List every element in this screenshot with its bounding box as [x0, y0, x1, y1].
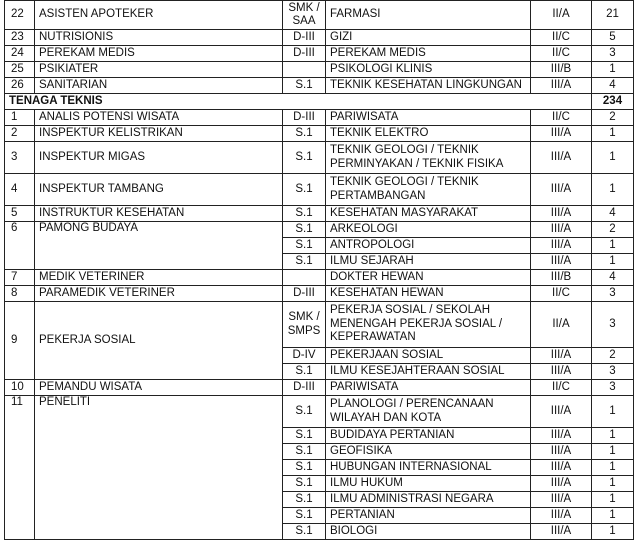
study-program: ILMU ADMINISTRASI NEGARA: [326, 492, 531, 508]
quota-count: 3: [592, 380, 634, 396]
study-program: PEKERJA SOSIAL / SEKOLAH MENENGAH PEKERJA SOSIAL / KEPERAWATAN: [326, 302, 531, 348]
table-row: [5, 1, 634, 30]
rank-grade: III/B: [531, 62, 592, 78]
rank-grade: II/C: [531, 46, 592, 62]
study-program: ANTROPOLOGI: [326, 238, 531, 254]
rank-grade: III/A: [531, 222, 592, 238]
rank-grade: III/A: [531, 396, 592, 428]
table-row: [5, 396, 634, 428]
education-level: S.1: [283, 508, 326, 524]
education-level: S.1: [283, 364, 326, 380]
education-level: S.1: [283, 238, 326, 254]
table-row: [5, 380, 634, 396]
quota-count: 3: [592, 302, 634, 348]
formation-table: [4, 0, 634, 540]
quota-count: 1: [592, 428, 634, 444]
quota-count: 1: [592, 508, 634, 524]
study-program: KESEHATAN MASYARAKAT: [326, 206, 531, 222]
rank-grade: III/A: [531, 428, 592, 444]
table-row: [5, 174, 634, 206]
row-number: 7: [5, 270, 35, 286]
study-program: PEREKAM MEDIS: [326, 46, 531, 62]
quota-count: 1: [592, 254, 634, 270]
rank-grade: III/A: [531, 348, 592, 364]
table-row: [5, 30, 634, 46]
study-program: PLANOLOGI / PERENCANAAN WILAYAH DAN KOTA: [326, 396, 531, 428]
position-name: INSPEKTUR TAMBANG: [35, 174, 283, 206]
table-row: [5, 62, 634, 78]
rank-grade: III/A: [531, 364, 592, 380]
study-program: TEKNIK GEOLOGI / TEKNIK PERMINYAKAN / TEKNIK FISIKA: [326, 142, 531, 174]
study-program: PARIWISATA: [326, 380, 531, 396]
position-name: INSTRUKTUR KESEHATAN: [35, 206, 283, 222]
row-number: 26: [5, 78, 35, 94]
rank-grade: III/A: [531, 142, 592, 174]
education-level: S.1: [283, 460, 326, 476]
study-program: ARKEOLOGI: [326, 222, 531, 238]
rank-grade: III/A: [531, 254, 592, 270]
study-program: BUDIDAYA PERTANIAN: [326, 428, 531, 444]
study-program: TEKNIK GEOLOGI / TEKNIK PERTAMBANGAN: [326, 174, 531, 206]
education-level: S.1: [283, 396, 326, 428]
education-level: [283, 62, 326, 78]
table-row: [5, 78, 634, 94]
study-program: GEOFISIKA: [326, 444, 531, 460]
education-level: [283, 270, 326, 286]
study-program: TEKNIK KESEHATAN LINGKUNGAN: [326, 78, 531, 94]
education-level: S.1: [283, 222, 326, 238]
rank-grade: III/B: [531, 270, 592, 286]
position-name: INSPEKTUR MIGAS: [35, 142, 283, 174]
table-row: [5, 142, 634, 174]
table-row: [5, 206, 634, 222]
row-number: 5: [5, 206, 35, 222]
rank-grade: III/A: [531, 444, 592, 460]
row-number: 25: [5, 62, 35, 78]
rank-grade: III/A: [531, 460, 592, 476]
rank-grade: III/A: [531, 524, 592, 540]
position-name: NUTRISIONIS: [35, 30, 283, 46]
quota-count: 2: [592, 222, 634, 238]
education-level: S.1: [283, 126, 326, 142]
education-level: S.1: [283, 78, 326, 94]
study-program: ILMU HUKUM: [326, 476, 531, 492]
education-level: S.1: [283, 254, 326, 270]
quota-count: 1: [592, 174, 634, 206]
rank-grade: III/A: [531, 78, 592, 94]
education-level: D-III: [283, 46, 326, 62]
quota-count: 1: [592, 396, 634, 428]
rank-grade: II/A: [531, 1, 592, 30]
education-level: S.1: [283, 476, 326, 492]
row-number: 11: [5, 396, 35, 540]
study-program: TEKNIK ELEKTRO: [326, 126, 531, 142]
quota-count: 3: [592, 286, 634, 302]
education-level: D-III: [283, 380, 326, 396]
education-level: D-III: [283, 30, 326, 46]
table-row: [5, 286, 634, 302]
quota-count: 4: [592, 270, 634, 286]
quota-count: 1: [592, 492, 634, 508]
quota-count: 1: [592, 524, 634, 540]
row-number: 9: [5, 302, 35, 380]
quota-count: 5: [592, 30, 634, 46]
position-name: PEMANDU WISATA: [35, 380, 283, 396]
education-level: D-III: [283, 110, 326, 126]
rank-grade: II/A: [531, 302, 592, 348]
study-program: ILMU KESEJAHTERAAN SOSIAL: [326, 364, 531, 380]
position-name: PEKERJA SOSIAL: [35, 302, 283, 380]
education-level: S.1: [283, 206, 326, 222]
quota-count: 4: [592, 78, 634, 94]
rank-grade: III/A: [531, 238, 592, 254]
row-number: 6: [5, 222, 35, 270]
row-number: 10: [5, 380, 35, 396]
quota-count: 1: [592, 126, 634, 142]
rank-grade: III/A: [531, 126, 592, 142]
study-program: ILMU SEJARAH: [326, 254, 531, 270]
quota-count: 2: [592, 110, 634, 126]
table-row: [5, 302, 634, 348]
education-level: D-IV: [283, 348, 326, 364]
study-program: PARIWISATA: [326, 110, 531, 126]
table-row: [5, 126, 634, 142]
study-program: PERTANIAN: [326, 508, 531, 524]
education-level: S.1: [283, 524, 326, 540]
quota-count: 2: [592, 348, 634, 364]
education-level: S.1: [283, 428, 326, 444]
rank-grade: III/A: [531, 174, 592, 206]
position-name: ANALIS POTENSI WISATA: [35, 110, 283, 126]
rank-grade: III/A: [531, 492, 592, 508]
education-level: S.1: [283, 492, 326, 508]
position-name: PSIKIATER: [35, 62, 283, 78]
study-program: GIZI: [326, 30, 531, 46]
rank-grade: II/C: [531, 110, 592, 126]
quota-count: 1: [592, 460, 634, 476]
study-program: FARMASI: [326, 1, 531, 30]
study-program: BIOLOGI: [326, 524, 531, 540]
table-row: [5, 222, 634, 238]
education-level: SMK / SAA: [283, 1, 326, 30]
quota-count: 3: [592, 46, 634, 62]
quota-count: 1: [592, 142, 634, 174]
position-name: PARAMEDIK VETERINER: [35, 286, 283, 302]
section-title: TENAGA TEKNIS: [5, 94, 592, 110]
quota-count: 1: [592, 238, 634, 254]
quota-count: 21: [592, 1, 634, 30]
quota-count: 1: [592, 476, 634, 492]
education-level: S.1: [283, 174, 326, 206]
row-number: 24: [5, 46, 35, 62]
row-number: 4: [5, 174, 35, 206]
education-level: SMK / SMPS: [283, 302, 326, 348]
row-number: 23: [5, 30, 35, 46]
row-number: 3: [5, 142, 35, 174]
section-total: 234: [592, 94, 634, 110]
study-program: KESEHATAN HEWAN: [326, 286, 531, 302]
section-header-row: [5, 94, 634, 110]
study-program: PSIKOLOGI KLINIS: [326, 62, 531, 78]
row-number: 22: [5, 1, 35, 30]
rank-grade: II/C: [531, 286, 592, 302]
position-name: INSPEKTUR KELISTRIKAN: [35, 126, 283, 142]
row-number: 2: [5, 126, 35, 142]
position-name: MEDIK VETERINER: [35, 270, 283, 286]
table-row: [5, 46, 634, 62]
table-row: [5, 110, 634, 126]
rank-grade: II/C: [531, 380, 592, 396]
rank-grade: II/C: [531, 30, 592, 46]
education-level: D-III: [283, 286, 326, 302]
study-program: PEKERJAAN SOSIAL: [326, 348, 531, 364]
position-name: PENELITI: [35, 396, 283, 540]
study-program: HUBUNGAN INTERNASIONAL: [326, 460, 531, 476]
quota-count: 1: [592, 444, 634, 460]
position-name: SANITARIAN: [35, 78, 283, 94]
education-level: S.1: [283, 142, 326, 174]
education-level: S.1: [283, 444, 326, 460]
position-name: ASISTEN APOTEKER: [35, 1, 283, 30]
position-name: PAMONG BUDAYA: [35, 222, 283, 270]
position-name: PEREKAM MEDIS: [35, 46, 283, 62]
rank-grade: III/A: [531, 206, 592, 222]
row-number: 8: [5, 286, 35, 302]
quota-count: 1: [592, 62, 634, 78]
study-program: DOKTER HEWAN: [326, 270, 531, 286]
quota-count: 3: [592, 364, 634, 380]
rank-grade: III/A: [531, 476, 592, 492]
quota-count: 4: [592, 206, 634, 222]
rank-grade: III/A: [531, 508, 592, 524]
table-row: [5, 270, 634, 286]
row-number: 1: [5, 110, 35, 126]
